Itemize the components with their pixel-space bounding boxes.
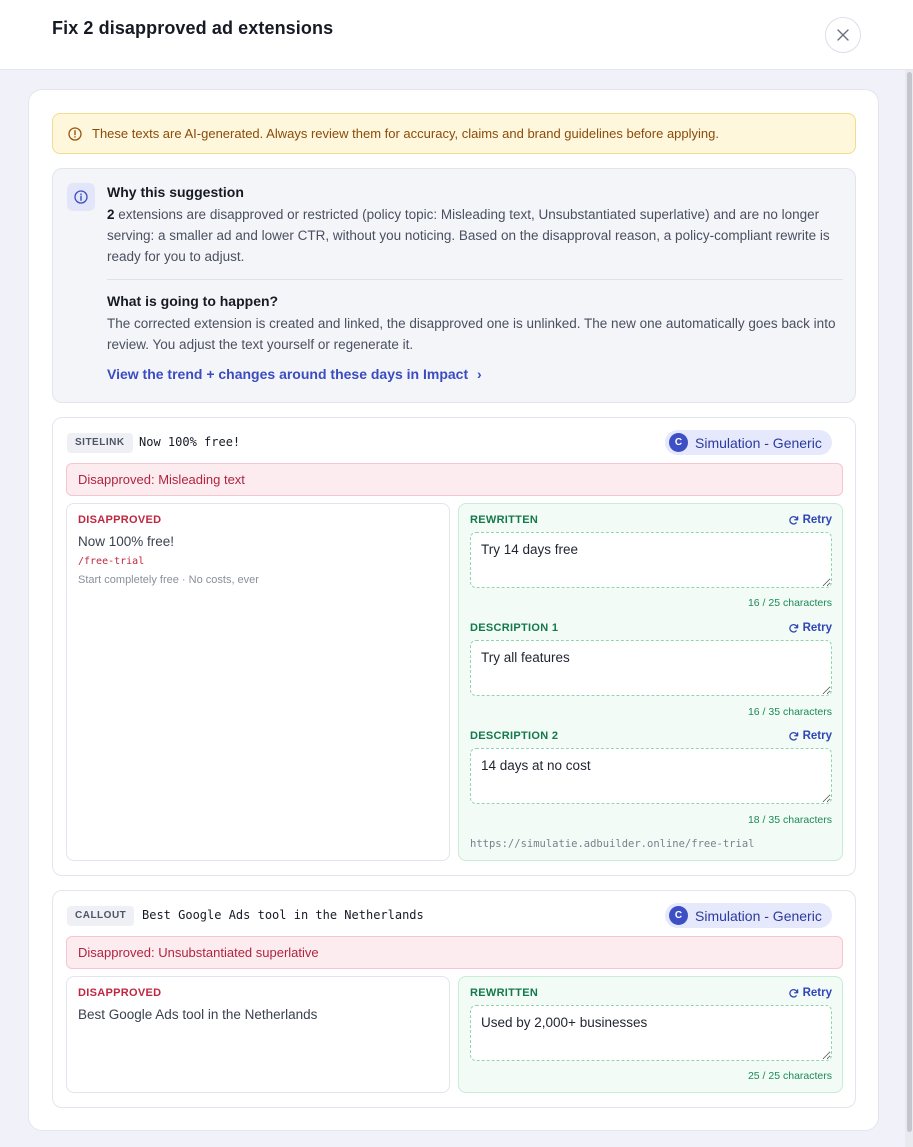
description-2-input[interactable]	[470, 748, 832, 804]
modal-header	[0, 0, 913, 70]
info-icon-badge	[67, 183, 95, 211]
campaign-letter-icon: C	[669, 906, 688, 925]
character-count: 18 / 35 characters	[747, 814, 832, 826]
retry-button[interactable]	[788, 514, 832, 526]
original-label: DISAPPROVED	[78, 514, 162, 526]
field-label: DESCRIPTION 1	[470, 622, 559, 634]
divider	[107, 279, 843, 280]
character-count: 25 / 25 characters	[747, 1070, 832, 1082]
ai-warning-text: These texts are AI-generated. Always review them for accuracy, claims and brand guidelines before applying.	[92, 126, 719, 141]
extension-type-badge: SITELINK	[67, 433, 133, 453]
modal-title: Fix 2 disapproved ad extensions	[52, 18, 334, 38]
chevron-right-icon: ›	[477, 366, 482, 382]
impact-link[interactable]	[107, 366, 482, 382]
retry-button[interactable]	[788, 987, 832, 999]
campaign-name: Simulation - Generic	[695, 434, 822, 451]
extension-count: 2	[107, 207, 115, 222]
disapproval-reason: Disapproved: Unsubstantiated superlative	[66, 936, 843, 969]
refresh-icon	[788, 988, 799, 999]
field-label: DESCRIPTION 2	[470, 730, 559, 742]
rewritten-text-input[interactable]	[470, 1005, 832, 1061]
refresh-icon	[788, 731, 799, 742]
happen-text: The corrected extension is created and linked, the disapproved one is unlinked. The new one automatically goes back into review. You adjust the text yourself or regenerate it.	[107, 316, 836, 352]
close-button[interactable]	[825, 17, 861, 53]
campaign-badge[interactable]	[665, 430, 832, 455]
disapproval-reason: Disapproved: Misleading text	[66, 463, 843, 496]
retry-label: Retry	[802, 987, 832, 999]
retry-button[interactable]	[788, 730, 832, 742]
campaign-badge[interactable]	[665, 903, 832, 928]
why-title: Why this suggestion	[107, 184, 244, 200]
ai-warning-banner	[52, 113, 856, 154]
original-path: /free-trial	[78, 556, 145, 567]
field-label: REWRITTEN	[470, 987, 539, 999]
character-count: 16 / 25 characters	[747, 597, 832, 609]
why-suggestion-box	[52, 168, 856, 403]
rewritten-extension	[458, 503, 843, 861]
character-count: 16 / 35 characters	[747, 706, 832, 718]
close-icon	[837, 29, 849, 41]
original-headline: Best Google Ads tool in the Netherlands	[78, 1007, 318, 1022]
retry-label: Retry	[802, 622, 832, 634]
original-headline: Now 100% free!	[78, 534, 175, 549]
original-extension	[66, 976, 450, 1093]
retry-button[interactable]	[788, 622, 832, 634]
rewritten-text-input[interactable]	[470, 532, 832, 588]
warning-circle-icon	[68, 127, 82, 141]
original-description: Start completely free · No costs, ever	[78, 574, 259, 586]
extension-type-badge: CALLOUT	[67, 906, 134, 926]
extension-name: Now 100% free!	[139, 435, 241, 449]
original-extension	[66, 503, 450, 861]
why-text	[107, 204, 843, 267]
retry-label: Retry	[802, 514, 832, 526]
scrollbar-thumb[interactable]	[907, 72, 912, 1132]
why-text-body: extensions are disapproved or restricted (policy topic: Misleading text, Unsubstantiated superlative) and are no longer serving: a smaller ad and lower CTR, without you noticing. Based on the disapproval reason, a policy-compliant rewrite is ready for you to adjust.	[107, 207, 830, 264]
retry-label: Retry	[802, 730, 832, 742]
extension-card-callout	[52, 890, 856, 1108]
description-1-input[interactable]	[470, 640, 832, 696]
happen-title: What is going to happen?	[107, 293, 279, 309]
rewritten-extension	[458, 976, 843, 1093]
original-label: DISAPPROVED	[78, 987, 162, 999]
extension-name: Best Google Ads tool in the Netherlands	[142, 908, 424, 922]
info-icon	[74, 190, 88, 204]
impact-link-label: View the trend + changes around these days in Impact	[107, 366, 469, 382]
field-label: REWRITTEN	[470, 514, 539, 526]
final-url: https://simulatie.adbuilder.online/free-trial	[470, 838, 755, 850]
refresh-icon	[788, 623, 799, 634]
extension-card-sitelink	[52, 417, 856, 876]
campaign-letter-icon: C	[669, 433, 688, 452]
refresh-icon	[788, 515, 799, 526]
campaign-name: Simulation - Generic	[695, 907, 822, 924]
